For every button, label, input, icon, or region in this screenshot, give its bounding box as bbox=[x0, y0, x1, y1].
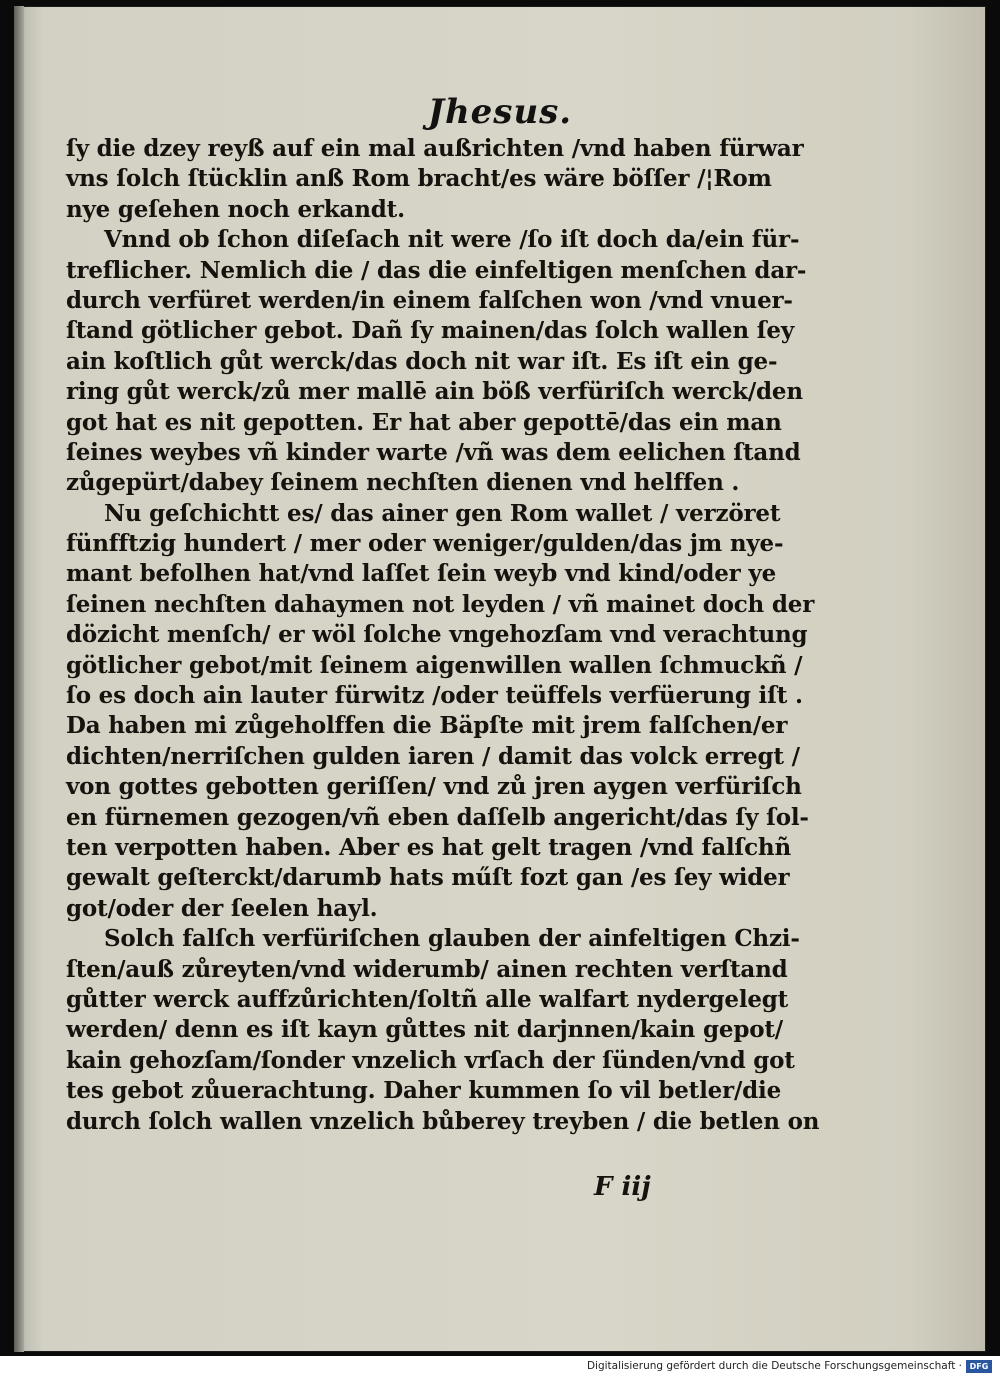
text-line: von gottes gebotten geriſſen/ vnd zů jren aygen verfüriſch bbox=[66, 773, 802, 801]
text-line: en fürnemen gezogen/vñ eben daſſelb angericht/das ſy ſol- bbox=[66, 803, 809, 831]
text-line: zůgepürt/dabey ſeinem nechſten dienen vnd helffen . bbox=[66, 469, 740, 497]
text-line: kain gehozſam/ſonder vnzelich vrſach der ſünden/vnd got bbox=[66, 1046, 795, 1074]
book-page bbox=[14, 6, 986, 1352]
text-line: dözicht menſch/ er wöl ſolche vngehozſam vnd verachtung bbox=[66, 621, 808, 649]
signature-mark: F iij bbox=[594, 1172, 651, 1202]
text-line: ſo es doch ain lauter fürwitz /oder teüffels verfüerung iſt . bbox=[66, 682, 803, 710]
text-line: ſeines weybes vñ kinder warte /vñ was dem eelichen ſtand bbox=[66, 438, 801, 466]
text-line: nye geſehen noch erkandt. bbox=[66, 195, 405, 223]
text-line: götlicher gebot/mit ſeinem aigenwillen wallen ſchmuckñ / bbox=[66, 651, 803, 679]
text-line: got hat es nit gepotten. Er hat aber gepottē/das ein man bbox=[66, 408, 782, 436]
text-line: ain koſtlich gůt werck/das doch nit war iſt. Es iſt ein ge- bbox=[66, 347, 778, 375]
footer-credit: Digitalisierung gefördert durch die Deutsche Forschungsgemeinschaft · bbox=[586, 1360, 962, 1372]
text-line: mant befolhen hat/vnd laſſet ſein weyb vnd kind/oder ye bbox=[66, 560, 776, 588]
text-line: got/oder der ſeelen hayl. bbox=[66, 894, 378, 922]
text-line: Da haben mi zůgeholffen die Bäpſte mit jrem falſchen/er bbox=[66, 712, 788, 740]
text-line: gewalt geſterckt/darumb hats műſt fozt gan /es ſey wider bbox=[66, 864, 790, 892]
text-line: vns ſolch ſtücklin anß Rom bracht/es wäre böſſer /¦Rom bbox=[66, 165, 772, 193]
text-line: gůtter werck auffzůrichten/ſoltñ alle walfart nydergelegt bbox=[66, 985, 789, 1013]
text-line: fünfftzig hundert / mer oder weniger/gulden/das jm nye- bbox=[66, 530, 784, 558]
body-text bbox=[66, 134, 820, 1137]
text-line: dichten/nerriſchen gulden iaren / damit das volck erregt / bbox=[66, 742, 800, 770]
text-line: Solch falſch verfüriſchen glauben der ainfeltigen Chzi- bbox=[104, 925, 800, 953]
text-line: durch verfüret werden/in einem falſchen won /vnd vnuer- bbox=[66, 286, 793, 314]
running-header: Jhesus. bbox=[427, 92, 573, 132]
text-line: durch ſolch wallen vnzelich bůberey treyben / die betlen on bbox=[66, 1107, 820, 1135]
text-line: Nu geſchichtt es/ das ainer gen Rom wallet / verzöret bbox=[104, 499, 781, 527]
text-line: ſeinen nechſten dahaymen not leyden / vñ mainet doch der bbox=[66, 590, 815, 618]
text-line: treflicher. Nemlich die / das die einfeltigen menſchen dar- bbox=[66, 256, 807, 284]
text-line: ſten/auß zůreyten/vnd widerumb/ ainen rechten verſtand bbox=[66, 955, 788, 983]
dfg-logo: DFG bbox=[966, 1360, 992, 1373]
text-line: werden/ denn es iſt kayn gůttes nit darjnnen/kain gepot/ bbox=[66, 1016, 783, 1044]
text-line: Vnnd ob ſchon diſeſach nit were /ſo iſt doch da/ein für- bbox=[104, 226, 800, 254]
text-line: ring gůt werck/zů mer mallē ain böß verfüriſch werck/den bbox=[66, 378, 803, 406]
text-line: ten verpotten haben. Aber es hat gelt tragen /vnd falſchñ bbox=[66, 833, 791, 861]
text-line: ſtand götlicher gebot. Dañ ſy mainen/das ſolch wallen ſey bbox=[66, 317, 794, 345]
text-line: tes gebot zůuerachtung. Daher kummen ſo vil betler/die bbox=[66, 1077, 782, 1105]
text-line: ſy die dzey reyß auf ein mal außrichten /vnd haben fürwar bbox=[66, 135, 804, 162]
footer-bar bbox=[0, 1356, 1000, 1378]
